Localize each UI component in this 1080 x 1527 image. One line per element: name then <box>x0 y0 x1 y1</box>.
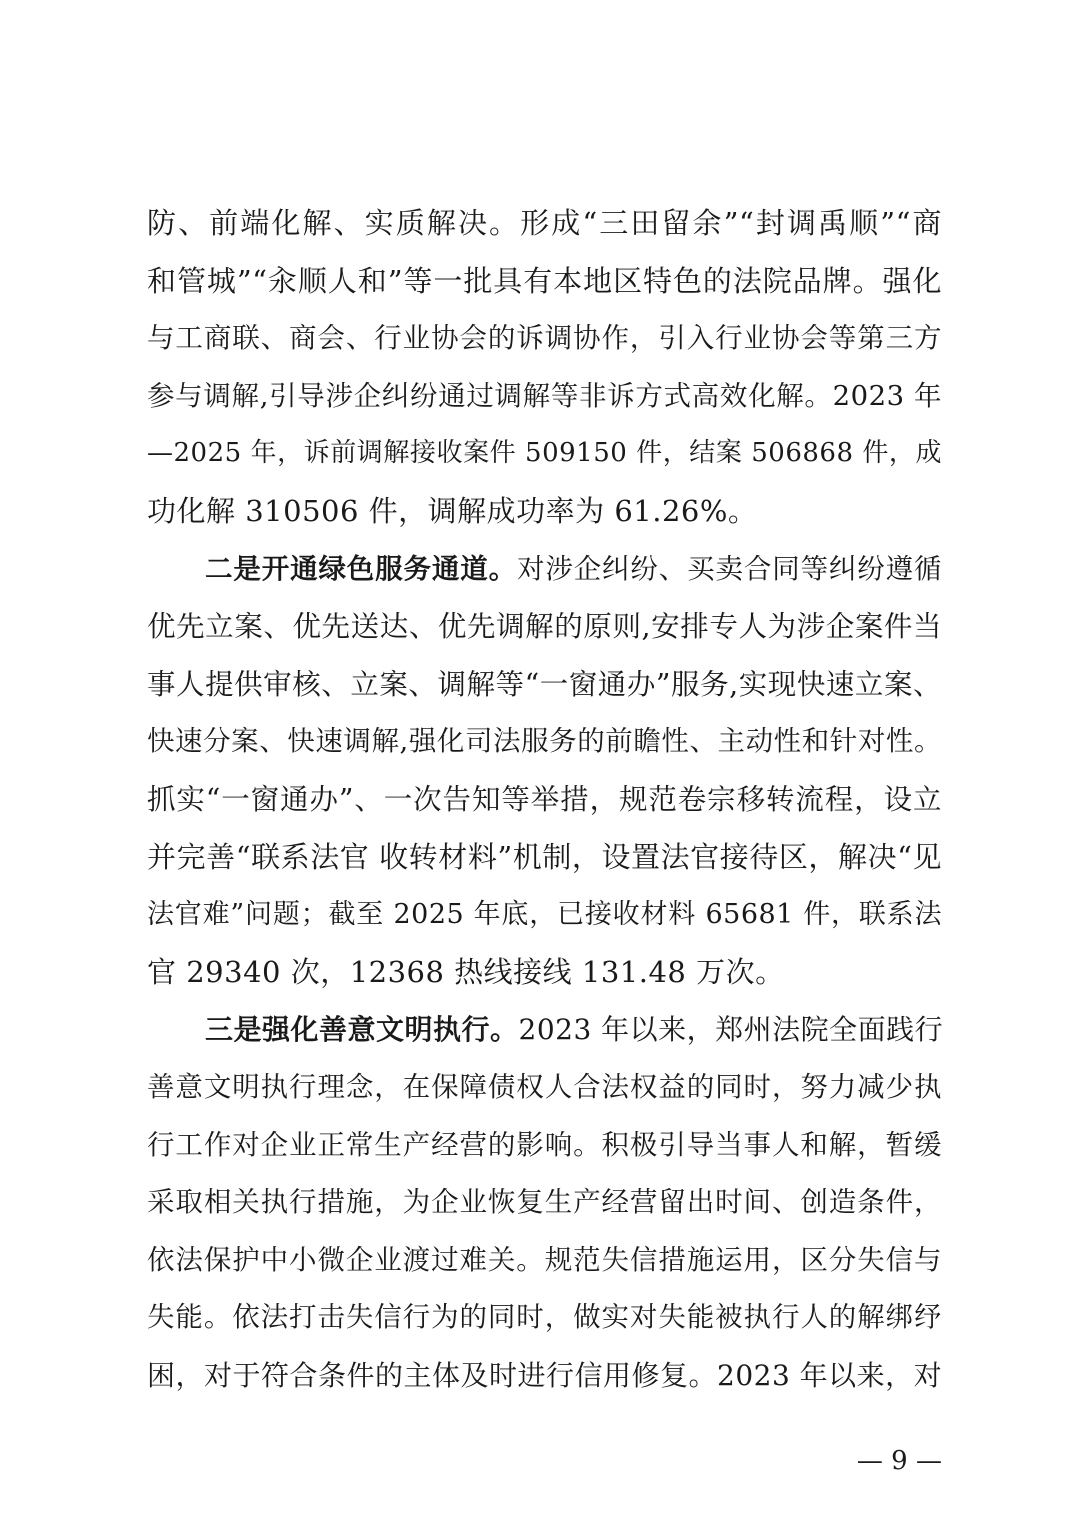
paragraph-first-line <box>147 1001 942 1059</box>
text-line: 抓实“一窗通办”、一次告知等举措，规范卷宗移转流程，设立 <box>147 782 942 816</box>
text-line: 困，对于符合条件的主体及时进行信用修复。2023 年以来，对 <box>147 1358 943 1392</box>
page-number: — 9 — <box>856 1446 942 1476</box>
paragraph-3 <box>147 1001 942 1404</box>
text-line: 参与调解,引导涉企纠纷通过调解等非诉方式高效化解。2023 年 <box>147 379 942 412</box>
text-run: 2023 年以来，郑州法院全面践行 <box>518 1013 944 1047</box>
text-run: 对涉企纠纷、买卖合同等纠纷遵循 <box>516 552 943 585</box>
paragraph-heading: 三是强化善意文明执行。 <box>205 1013 519 1047</box>
paragraph-2 <box>147 541 942 1002</box>
text-line: 依法保护中小微企业渡过难关。规范失信措施运用，区分失信与 <box>147 1243 942 1276</box>
paragraph-1 <box>147 195 942 541</box>
text-line: 防、前端化解、实质解决。形成“三田留余”“封调禹顺”“商 <box>147 206 942 240</box>
paragraph-first-line <box>147 541 942 599</box>
text-line: 优先立案、优先送达、优先调解的原则,安排专人为涉企案件当 <box>147 610 942 644</box>
text-line: 与工商联、商会、行业协会的诉调协作，引入行业协会等第三方 <box>147 322 942 355</box>
text-line: 并完善“联系法官 收转材料”机制，设置法官接待区，解决“见 <box>147 839 942 874</box>
body-text <box>147 195 942 1404</box>
text-line: —2025 年，诉前调解接收案件 509150 件，结案 506868 件，成 <box>147 438 942 469</box>
paragraph-heading: 二是开通绿色服务通道。 <box>205 552 517 585</box>
text-line: 快速分案、快速调解,强化司法服务的前瞻性、主动性和针对性。 <box>147 725 942 758</box>
text-line: 采取相关执行措施，为企业恢复生产经营留出时间、创造条件， <box>147 1186 942 1219</box>
text-line: 和管城”“汆顺人和”等一批具有本地区特色的法院品牌。强化 <box>147 263 942 298</box>
text-line: 法官难”问题；截至 2025 年底，已接收材料 65681 件，联系法 <box>147 899 942 931</box>
text-line: 功化解 310506 件，调解成功率为 61.26%。 <box>147 493 758 528</box>
text-line: 行工作对企业正常生产经营的影响。积极引导当事人和解，暂缓 <box>147 1128 942 1161</box>
text-line: 善意文明执行理念，在保障债权人合法权益的同时，努力减少执 <box>147 1070 942 1103</box>
text-line: 官 29340 次，12368 热线接线 131.48 万次。 <box>147 954 785 989</box>
text-line: 事人提供审核、立案、调解等“一窗通办”服务,实现快速立案、 <box>147 667 942 701</box>
text-line: 失能。依法打击失信行为的同时，做实对失能被执行人的解绑纾 <box>147 1301 942 1334</box>
